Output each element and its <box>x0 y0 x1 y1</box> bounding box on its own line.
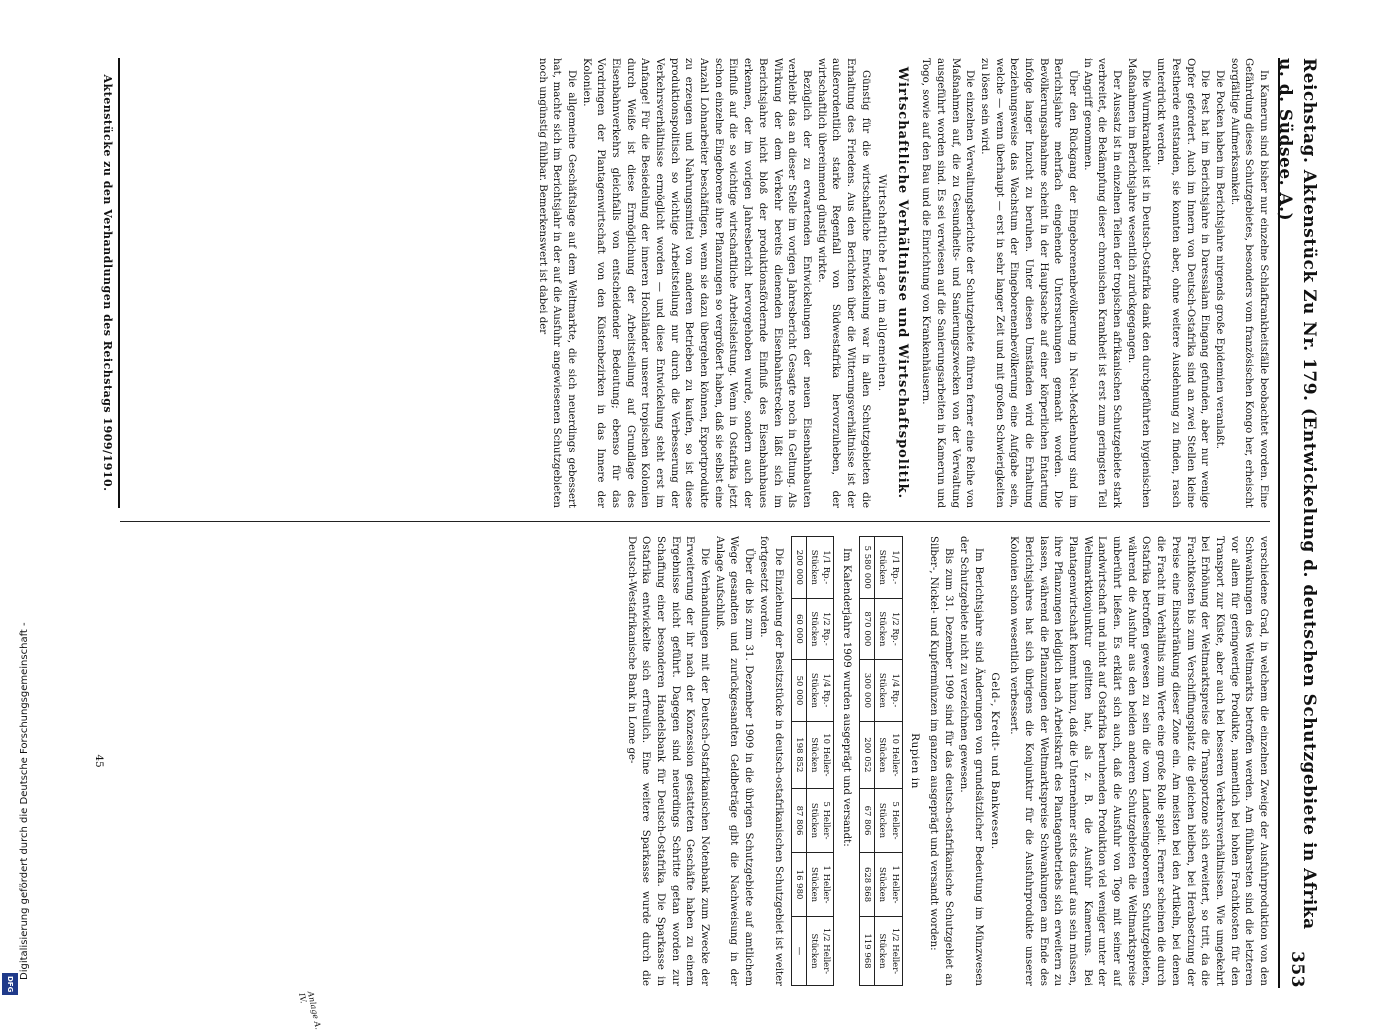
table-cell: 50 000 <box>791 660 806 722</box>
paragraph: Die einzelnen Verwaltungsberichte der Schutzgebiete führen ferner eine Reihe von Maßnahmen auf, die zu Gesundheits- und Sanierungszwecken von der Verwaltung ausgeführt worden sind. Es sei verwiesen auf die Sanierungsarbeiten in Kamerun und Togo, sowie auf den Bau und die Einrichtung von Krankenhäusern. <box>920 58 976 508</box>
table-header-cell: 5 Heller- Stücken <box>875 788 902 852</box>
table-cell: 67 806 <box>859 788 874 852</box>
table-header-cell: 10 Heller- Stücken <box>806 721 833 788</box>
digitization-credit: Digitalisierung gefördert durch die Deutsche Forschungsgemeinschaft - <box>19 622 30 980</box>
table-header-cell: 1 Heller- Stücken <box>875 853 902 917</box>
table-cell: 628 868 <box>859 853 874 917</box>
left-column <box>110 58 1270 508</box>
table-header-cell: 10 Heller- Stücken <box>875 721 902 788</box>
column-divider <box>120 521 1270 522</box>
table-header-row <box>806 537 833 986</box>
coin-table-total <box>859 536 903 986</box>
table-cell: — <box>791 917 806 986</box>
paragraph: Günstig für die wirtschaftliche Entwickelung war in allen Schutzgebieten die Erhaltung des Friedens. Aus den Berichten über die Witterungsverhältnisse ist der außerordentlich starke Regenfall von Südwestafrika hervorzuheben, der wirtschaftlich übereinmend günstig wirkte. <box>815 58 871 508</box>
paragraph: Im Kalenderjahre 1909 wurden ausgeprägt und versandt: <box>840 548 852 847</box>
page-footer: Aktenstücke zu den Verhandlungen des Reichstags 1909/1910. <box>101 74 114 492</box>
paragraph: Die Wurmkrankheit ist in Deutsch-Ostafrika dank den durchgeführten hygienischen Maßnahmen im Berichtsjahre wesentlich zurückgegangen. <box>1125 58 1152 508</box>
table-cell: 87 806 <box>791 788 806 852</box>
table-header-cell: 5 Heller- Stücken <box>806 788 833 852</box>
table-row <box>859 537 874 986</box>
table-cell: 200 000 <box>791 537 806 599</box>
paragraph: Der Aussatz ist in einzelnen Teilen der tropischen afrikanischen Schutzgebiete stark verbreitet, die Bekämpfung dieser chronischen Krankheit ist erst zum geringsten Teil in Angriff genommen. <box>1081 58 1123 508</box>
side-strip <box>5 20 30 990</box>
paragraph: Bezüglich der zu erwartenden Entwickelungen der neuen Eisenbahnbauten verbleibt das an dieser Stelle im vorigen Jahresbericht Gesagte noch in Geltung. Als Wirkung der dem Verkehr bereits dienenden Eisenbahnstrecken läßt sich im Berichtsjahre nicht bloß der produktionsfördernde Einfluß des Eisenbahnbaues erkennen, der im vorigen Jahresbericht hervorgehoben wurde, sondern auch der Einfluß auf die so wichtige wirtschaftliche Arbeitsleistung. Wenn in Ostafrika jetzt schon einzelne Eingeborene ihre Pflanzungen so vergrößert haben, daß sie selbst eine Anzahl Lohnarbeiter beschäftigen, wenn sie dazu übergehen können, Exportprodukte zu erzeugen und Nahrungsmittel von anderen Betrieben zu kaufen, so ist diese produktionspolitisch so wichtige Arbeitsteilung nur durch die Verbesserung der Verkehrsverhältnisse ermöglicht worden — und diese Entwickelung steht erst im Anfange! Für die Besiedelung der inneren Hochländer unserer tropischen Kolonien durch Weiße ist diese Ermöglichung der Arbeitsteilung auf Grundlage des Eisenbahnverkehrs gleichfalls von entscheidender Bedeutung; ebenso für das Vordringen der Plantagenwirtschaft von den Küstenbezirken in das Innere der Kolonien. <box>580 58 812 508</box>
paragraph: Im Berichtsjahre sind Änderungen von grundsätzlicher Bedeutung im Münzwesen der Schutzgebiete nicht zu verzeichnen gewesen. <box>957 536 984 986</box>
document-page <box>54 58 1320 1031</box>
table-header-cell: 1/4 Rp.- Stücken <box>806 660 833 722</box>
section-title: Wirtschaftliche Verhältnisse und Wirtschaftspolitik. <box>895 66 911 500</box>
paragraph: Die Einziehung der Besitzstücke in deutsch-ostafrikanischen Schutzgebiet ist weiter fortgesetzt worden. <box>757 536 784 986</box>
page-header <box>1275 58 1320 988</box>
table-cell: 198 852 <box>791 721 806 788</box>
coin-table-1909 <box>791 536 835 986</box>
margin-note: Anlage A. IV. <box>297 990 323 1031</box>
table-header-row <box>875 537 902 986</box>
table-header-cell: 1/1 Rp.- Stücken <box>806 537 833 599</box>
table-cell: 5 580 000 <box>859 537 874 599</box>
table-header-cell: 1/2 Heller- Stücken <box>806 917 833 986</box>
table-header-cell: 1/2 Rp.- Stücken <box>875 598 902 660</box>
dfg-logo: DFG <box>2 973 18 995</box>
paragraph: Die Pocken haben im Berichtsjahre nirgends große Epidemien veranlaßt. <box>1213 70 1225 449</box>
table-header-cell: 1 Heller- Stücken <box>806 853 833 917</box>
section-subtitle: Geld-, Kredit- und Bankwesen. <box>988 672 1001 850</box>
right-column <box>110 536 1270 986</box>
paragraph: Über die bis zum 31. Dezember 1909 in die übrigen Schutzgebiete auf amtlichem Wege gesandten und zurückgesandten Geldbeträge gibt die Nachweisung in der Anlage Aufschluß. <box>713 536 755 986</box>
paragraph: In Kamerun sind bisher nur einzelne Schlafkrankheitsfälle beobachtet worden. Eine Gefährdung dieses Schutzgebietes, besonders vom französischen Kongo her, erheischt sorgfältige Aufmerksamkeit. <box>1228 58 1269 508</box>
table-header-cell: 1/2 Heller- Stücken <box>875 917 902 986</box>
table-row <box>791 537 806 986</box>
table-cell: 870 000 <box>859 598 874 660</box>
table-header-cell: 1/1 Rp.- Stücken <box>875 537 902 599</box>
folio-number: 45 <box>93 754 105 768</box>
table-cell: 200 052 <box>859 721 874 788</box>
paragraph: verschiedene Grad, in welchem die einzelnen Zweige der Ausfuhrproduktion von den Schwankungen des Weltmarkts betroffen werden. Am fühlbarsten sind die letzteren vor allem für geringwertige Produkte, namentlich bei hohen Frachtkosten für den Transport zur Küste, aber auch bei besseren Verkehrsverhältnissen. Wie umgekehrt bei Erhöhung der Weltmarktspreise die Transportzone sich erweitert, so tritt, da die Frachtkosten bis zum Verschiffungsplatz die gleichen bleiben, bei Herabsetzung der Preise eine Einschränkung dieser Zone ein. Am meisten bei den Artikeln, bei denen die Fracht im Verhältnis zum Werte eine große Rolle spielt. Ferner scheinen die durch Ostafrika betroffen gewesen zu sein die vom Landeseingeborenen Schutzgebieten, während die Ausfuhr aus den beiden anderen Schutzgebieten die Weltmarktspreise unberührt ließen. Es erklärt sich auch, daß die Ausfuhr von Togo mit seiner auf Landwirtschaft und nicht auf Ostafrika beruhenden Produktion viel weniger unter der Weltmarktkonjunktur gelitten hat, als z. B. die Ausfuhr Kameruns. Bei Plantagenwirtschaft kommt hinzu, daß die Unternehmer stets darauf aus sein müssen, ihre Pflanzungen lediglich nach Arbeitskraft des Plantagenbetriebs sich erweitern zu lassen, während die Pflanzungen der Weltmarktspreise Schwankungen am Ende des Berichtsjahres hat sich übrigens die Konjunktur für die Ausfuhrprodukte unserer Kolonien schon wesentlich verbessert. <box>1008 536 1269 986</box>
paragraph: Über den Rückgang der Eingeborenenbevölkerung in Neu-Mecklenburg sind im Berichtsjahre mehrfach eingehende Untersuchungen gemacht worden. Die Bevölkerungsabnahme scheint in der Hauptsache auf einer körperlichen Entartung infolge langer Inzucht zu beruhen. Unter diesen Umständen wird die Erhaltung beziehungsweise das Wachstum der Eingeborenenbevölkerung eine Aufgabe sein, welche — wenn überhaupt — erst in sehr langer Zeit und mit großen Schwierigkeiten zu lösen sein wird. <box>978 58 1079 508</box>
table-header-cell: 1/2 Rp.- Stücken <box>806 598 833 660</box>
paragraph: Die allgemeine Geschäftslage auf dem Weltmarkte, die sich neuerdings gebessert hat, machte sich im Berichtsjahr in der auf die Ausfuhr angewiesenen Schutzgebieten noch ungünstig fühlbar. Bemerkenswert ist dabei der <box>536 58 577 508</box>
table-header-cell: 1/4 Rp.- Stücken <box>875 660 902 722</box>
paragraph: Die Verhandlungen mit der Deutsch-Ostafrikanischen Notenbank zum Zwecke der Erweiterung der ihr nach der Konzession gestatteten Geschäfte haben zu einem Ergebnisse nicht geführt. Dagegen sind neuerdings Schritte getan worden zur Schaffung einer besonderen Handelsbank für Deutsch-Ostafrika. Die Sparkasse in Ostafrika entwickelte sich erfreulich. Eine weitere Sparkasse wurde durch die Deutsch-Westafrikanische Bank in Lome ge- <box>625 536 711 986</box>
table-cell: 16 980 <box>791 853 806 917</box>
table-cell: 300 000 <box>859 660 874 722</box>
paragraph: Bis zum 31. Dezember 1909 sind für das deutsch-ostafrikanische Schutzgebiet an Silber-, Nickel- und Kupfermünzen im ganzen ausgeprägt und versandt worden: <box>928 536 955 986</box>
table-caption: Rupien in <box>908 733 921 789</box>
header-title: Reichstag. Aktenstück Zu Nr. 179. (Entwickelung d. deutschen Schutzgebiete in Afrika u. d. Südsee. A.) <box>1275 58 1320 930</box>
footer-rule <box>118 58 120 508</box>
page-number: 353 <box>1287 951 1308 988</box>
table-cell: 119 968 <box>859 917 874 986</box>
section-subtitle: Wirtschaftliche Lage im allgemeinen. <box>875 174 888 392</box>
paragraph: Die Pest hat im Berichtsjahre in Daressalam Eingang gefunden, aber nur wenige Opfer gefordert. Auch im Innern von Deutsch-Ostafrika sind an zwei Stellen kleine Pestherde entstanden, sie konnten aber, ohne weitere Ausdehnung zu finden, rasch unterdrückt werden. <box>1155 58 1211 508</box>
table-cell: 60 000 <box>791 598 806 660</box>
